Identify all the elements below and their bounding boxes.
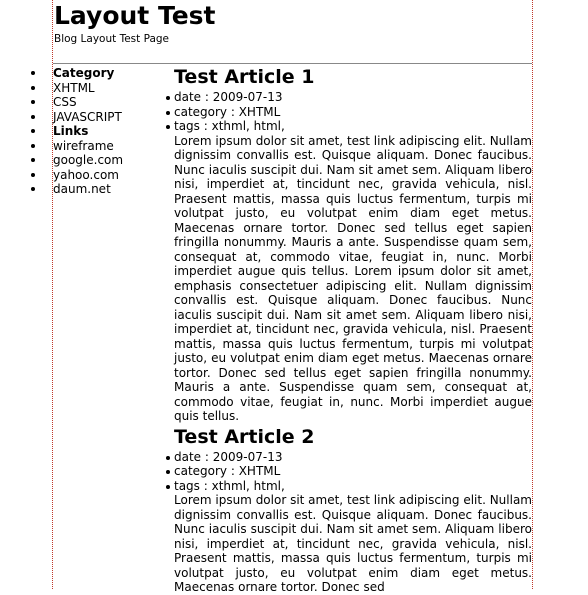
article-category: category : XHTML (174, 105, 532, 120)
article-date: date : 2009-07-13 (174, 90, 532, 105)
main-content (174, 64, 532, 595)
sidebar-item-wireframe[interactable]: wireframe (53, 139, 171, 154)
article-body: Lorem ipsum dolor sit amet, test link adipiscing elit. Nullam dignissim convallis est. Quisque aliquam. Donec faucibus. Nunc iaculis suscipit dui. Nam sit amet sem. Aliquam libero nisi, imperdiet at, tincidunt nec, gravida vehicula, nisl. Praesent mattis, massa quis luctus fermentum, turpis mi volutpat justo, eu volutpat enim diam eget metus. Maecenas ornare tortor. Donec sed (174, 493, 532, 594)
article-meta (174, 90, 532, 134)
sidebar-item-javascript[interactable]: JAVASCRIPT (53, 110, 171, 125)
site-header (53, 0, 532, 64)
article-tags: tags : xthml, html, (174, 119, 532, 134)
article-title[interactable]: Test Article 1 (174, 66, 315, 88)
article-meta (174, 450, 532, 494)
site-title: Layout Test (54, 1, 216, 30)
sidebar-item-xhtml[interactable]: XHTML (53, 81, 171, 96)
article (174, 424, 532, 595)
article-category: category : XHTML (174, 464, 532, 479)
article-title[interactable]: Test Article 2 (174, 425, 315, 448)
sidebar (53, 66, 171, 197)
sidebar-item-css[interactable]: CSS (53, 95, 171, 110)
article-tags: tags : xthml, html, (174, 479, 532, 494)
page-container (52, 0, 533, 594)
article-body: Lorem ipsum dolor sit amet, test link adipiscing elit. Nullam dignissim convallis est. Quisque aliquam. Donec faucibus. Nunc iaculis suscipit dui. Nam sit amet sem. Aliquam libero nisi, imperdiet at, tincidunt nec, gravida vehicula, nisl. Praesent mattis, massa quis luctus fermentum, turpis mi volutpat justo, eu volutpat enim diam eget metus. Maecenas ornare tortor. Donec sed tellus eget sapien fringilla nonummy. Mauris a ante. Suspendisse quam sem, consequat at, commodo vitae, feugiat in, nunc. Morbi imperdiet augue quis tellus. Lorem ipsum dolor sit amet, emphasis consectetuer adipiscing elit. Nullam dignissim convallis est. Quisque aliquam. Donec faucibus. Nunc iaculis suscipit dui. Nam sit amet sem. Aliquam libero nisi, imperdiet at, tincidunt nec, gravida vehicula, nisl. Praesent mattis, massa quis luctus fermentum, turpis mi volutpat justo, eu volutpat enim diam eget metus. Maecenas ornare tortor. Donec sed tellus eget sapien fringilla nonummy. Mauris a ante. Suspendisse quam sem, consequat at, commodo vitae, feugiat in, nunc. Morbi imperdiet augue quis tellus. (174, 133, 532, 423)
article-date: date : 2009-07-13 (174, 450, 532, 465)
sidebar-heading-category: Category (53, 66, 171, 81)
sidebar-item-daum[interactable]: daum.net (53, 182, 171, 197)
sidebar-list (53, 66, 171, 197)
sidebar-item-yahoo[interactable]: yahoo.com (53, 168, 171, 183)
sidebar-heading-links: Links (53, 124, 171, 139)
sidebar-item-google[interactable]: google.com (53, 153, 171, 168)
article (174, 64, 532, 424)
site-subtitle: Blog Layout Test Page (54, 33, 170, 45)
